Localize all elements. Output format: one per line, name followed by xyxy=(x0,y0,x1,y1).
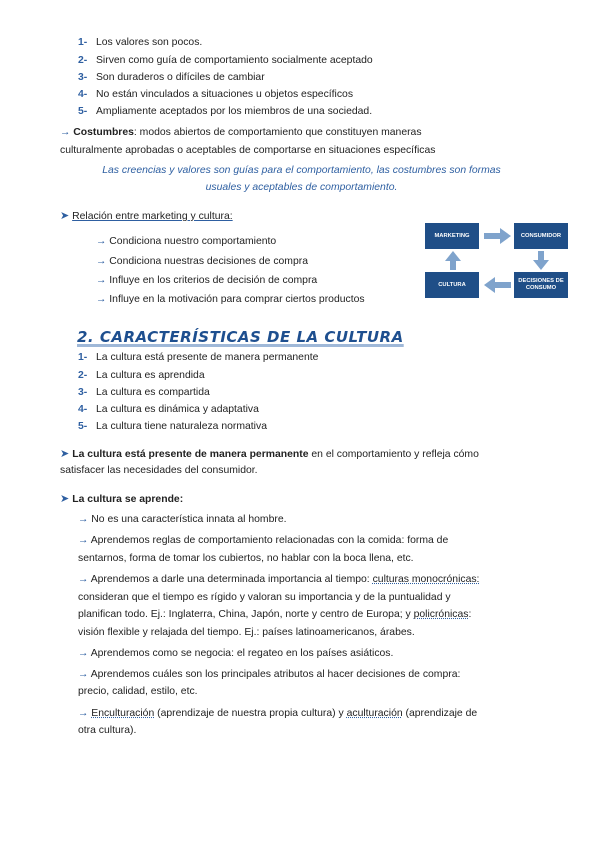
arrow-up-icon xyxy=(445,251,461,270)
learned-item: → Aprendemos cuáles son los principales atributos al hacer decisiones de compra: xyxy=(78,669,461,680)
learned-item-line: planifican todo. Ej.: Inglaterra, China, Japón, norte y centro de Europa; y policrónicas: xyxy=(78,609,472,620)
quote-line2: usuales y aceptables de comportamiento. xyxy=(205,182,398,193)
marketing-box: MARKETING xyxy=(425,223,479,249)
learned-item: → Aprendemos reglas de comportamiento relacionadas con la comida: forma de xyxy=(78,535,449,546)
list-item: 4- La cultura es dinámica y adaptativa xyxy=(78,404,259,415)
costumbres-definition: → Costumbres: modos abiertos de comportamiento que constituyen maneras xyxy=(60,127,422,138)
list-item: 3- Son duraderos o difíciles de cambiar xyxy=(78,72,265,83)
relation-title: ➤ Relación entre marketing y cultura: xyxy=(60,210,233,222)
permanent-line2: satisfacer las necesidades del consumidor. xyxy=(60,465,258,476)
arrow-right-icon xyxy=(484,228,511,244)
list-item: 2- Sirven como guía de comportamiento socialmente aceptado xyxy=(78,55,373,66)
list-item: 5- Ampliamente aceptados por los miembros de una sociedad. xyxy=(78,106,373,117)
relation-item: → Condiciona nuestras decisiones de compra xyxy=(96,256,308,267)
decisiones-box: DECISIONES DE CONSUMO xyxy=(514,272,568,298)
arrow-down-icon xyxy=(533,251,549,270)
learned-item-line: visión flexible y relajada del tiempo. Ej.: países latinoamericanos, árabes. xyxy=(78,627,415,638)
list-item: 5- La cultura tiene naturaleza normativa xyxy=(78,421,267,432)
learned-item: → Enculturación (aprendizaje de nuestra propia cultura) y aculturación (aprendizaje de xyxy=(78,708,478,719)
relation-item: → Condiciona nuestro comportamiento xyxy=(96,236,277,247)
learned-item-line: consideran que el tiempo es rígido y valoran su importancia y de la puntualidad y xyxy=(78,592,451,603)
learned-item-line: otra cultura). xyxy=(78,725,137,736)
list-item: 1- La cultura está presente de manera permanente xyxy=(78,352,319,363)
permanent-paragraph: ➤ La cultura está presente de manera permanente en el comportamiento y refleja cómo xyxy=(60,448,479,460)
quote-line1: Las creencias y valores son guías para el comportamiento, las costumbres son formas xyxy=(102,165,501,176)
costumbres-line2: culturalmente aprobadas o aceptables de comportarse en situaciones específicas xyxy=(60,145,436,156)
arrow-left-icon xyxy=(484,277,511,293)
learned-item: → Aprendemos a darle una determinada importancia al tiempo: culturas monocrónicas: xyxy=(78,574,480,585)
learned-item-line: sentarnos, forma de tomar los cubiertos, no hablar con la boca llena, etc. xyxy=(78,553,414,564)
learned-title: ➤ La cultura se aprende: xyxy=(60,493,184,505)
relation-item: → Influye en los criterios de decisión de compra xyxy=(96,275,318,286)
learned-item-line: precio, calidad, estilo, etc. xyxy=(78,686,198,697)
cultura-box: CULTURA xyxy=(425,272,479,298)
consumidor-box: CONSUMIDOR xyxy=(514,223,568,249)
relation-item: → Influye en la motivación para comprar ciertos productos xyxy=(96,294,365,305)
list-item: 4- No están vinculados a situaciones u objetos específicos xyxy=(78,89,354,100)
learned-item: → Aprendemos como se negocia: el regateo en los países asiáticos. xyxy=(78,648,394,659)
section-heading: 2. CARACTERÍSTICAS DE LA CULTURA xyxy=(77,328,404,346)
list-item: 1- Los valores son pocos. xyxy=(78,37,203,48)
learned-item: → No es una característica innata al hombre. xyxy=(78,514,287,525)
diagram-arrows xyxy=(420,220,575,305)
list-item: 3- La cultura es compartida xyxy=(78,387,210,398)
list-item: 2- La cultura es aprendida xyxy=(78,370,205,381)
